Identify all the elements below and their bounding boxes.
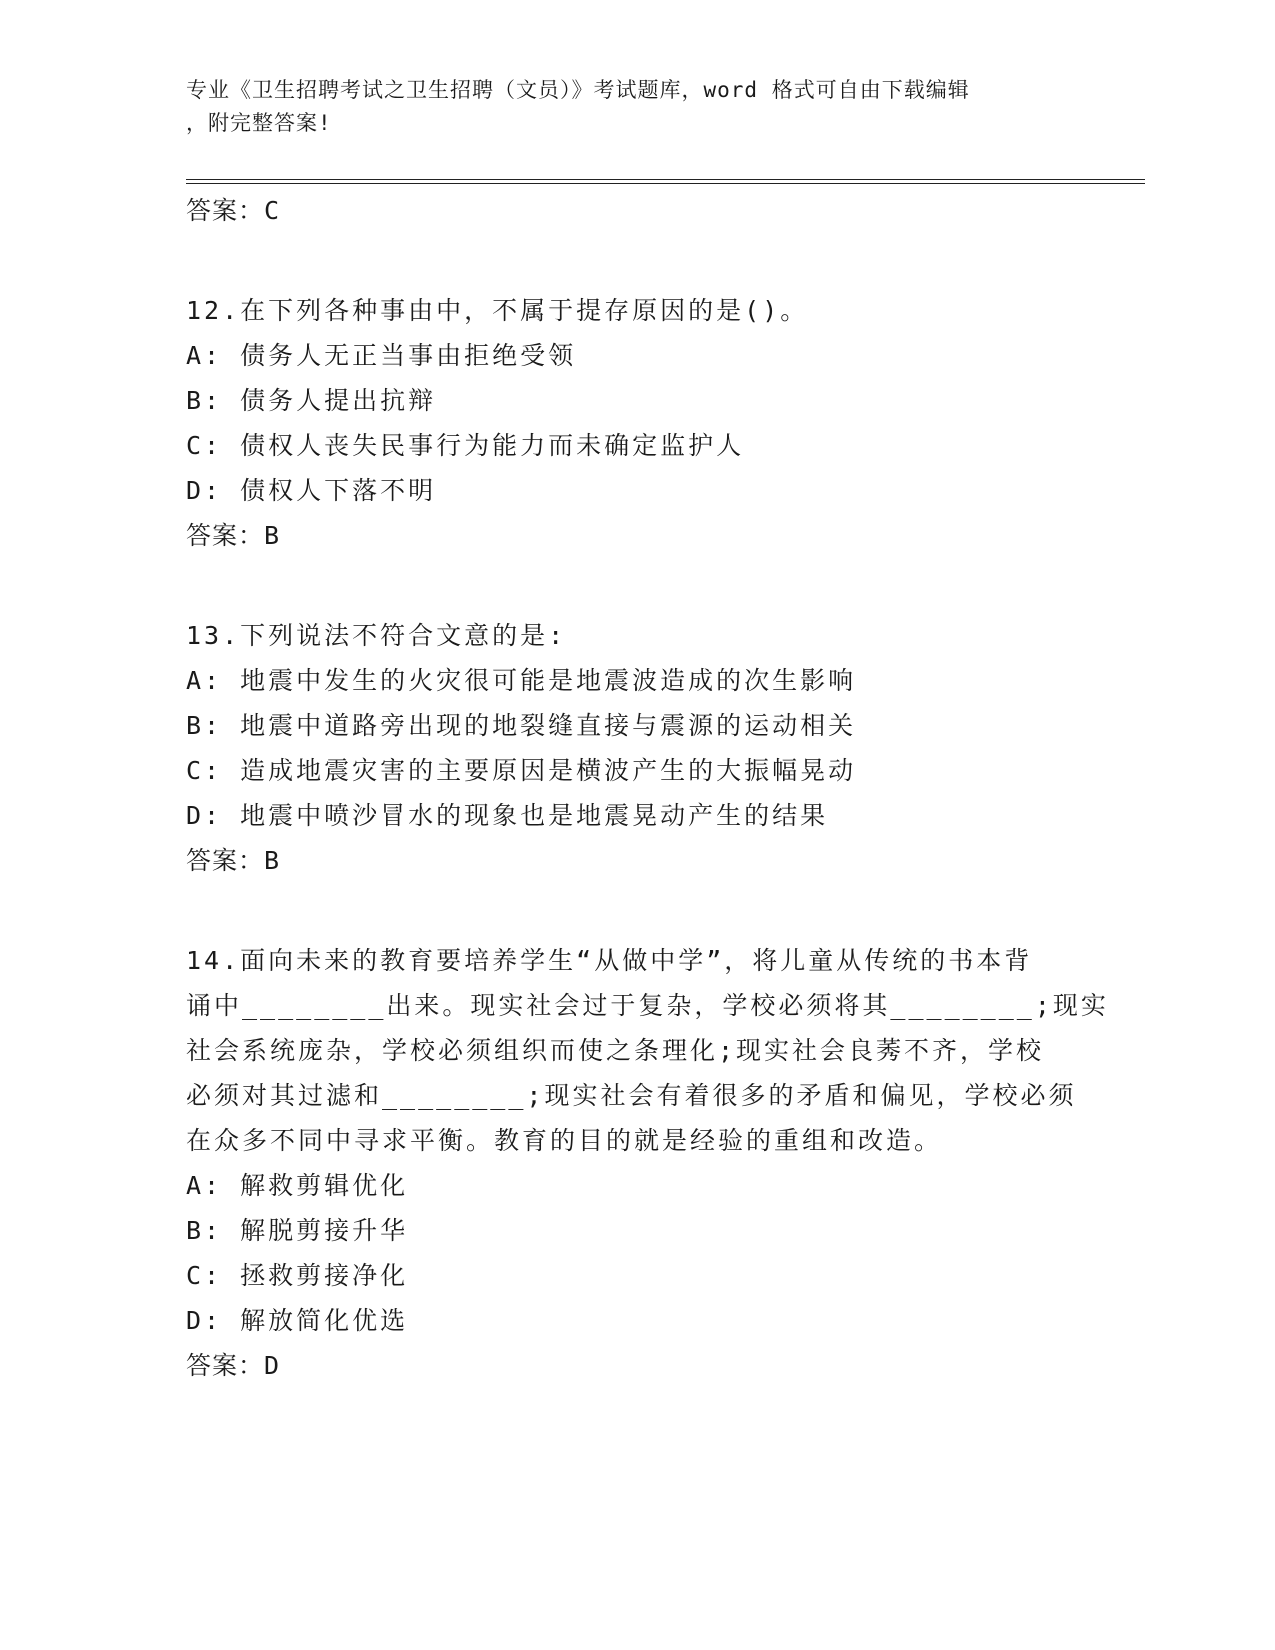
option-a: A: 解救剪辑优化 <box>186 1171 409 1200</box>
option-c: C: 债权人丧失民事行为能力而未确定监护人 <box>186 431 745 460</box>
answer-value: D <box>264 1351 281 1380</box>
question-stem: 在下列各种事由中，不属于提存原因的是()。 <box>240 296 809 325</box>
option-b: B: 地震中道路旁出现的地裂缝直接与震源的运动相关 <box>186 711 857 740</box>
option-d: D: 债权人下落不明 <box>186 476 437 505</box>
question-text-line-1: 14.面向未来的教育要培养学生“从做中学”，将儿童从传统的书本背 <box>186 946 1033 975</box>
previous-answer <box>186 188 1066 233</box>
option-b: B: 解脱剪接升华 <box>186 1216 409 1245</box>
question-14 <box>186 938 1109 1388</box>
document-header <box>186 74 1066 140</box>
option-c: C: 造成地震灾害的主要原因是横波产生的大振幅晃动 <box>186 756 857 785</box>
answer <box>186 838 1066 883</box>
header-divider-top <box>186 179 1145 180</box>
answer-label: 答案： <box>186 521 265 550</box>
option-c: C: 拯救剪接净化 <box>186 1261 409 1290</box>
option-d: D: 解放简化优选 <box>186 1306 409 1335</box>
header-line-1: 专业《卫生招聘考试之卫生招聘（文员）》考试题库，word 格式可自由下载编辑 <box>186 78 970 102</box>
question-number: 12. <box>186 296 241 325</box>
document-body <box>186 188 1109 1388</box>
question-text-line-5: 在众多不同中寻求平衡。教育的目的就是经验的重组和改造。 <box>186 1126 943 1155</box>
answer-value: C <box>264 196 281 225</box>
question-text-line-4: 必须对其过滤和________;现实社会有着很多的矛盾和偏见，学校必须 <box>186 1081 1077 1110</box>
question-text <box>186 288 1066 333</box>
answer-label: 答案： <box>186 1351 265 1380</box>
header-line-2: ，附完整答案! <box>186 111 332 135</box>
answer-label: 答案： <box>186 846 265 875</box>
question-text <box>186 613 1066 658</box>
answer <box>186 513 1066 558</box>
question-number: 13. <box>186 621 241 650</box>
question-12 <box>186 288 1066 558</box>
answer-label: 答案： <box>186 196 265 225</box>
answer <box>186 1343 1066 1388</box>
option-b: B: 债务人提出抗辩 <box>186 386 437 415</box>
question-13 <box>186 613 1066 883</box>
question-stem: 下列说法不符合文意的是: <box>240 621 567 650</box>
header-divider-bottom <box>186 183 1145 184</box>
option-d: D: 地震中喷沙冒水的现象也是地震晃动产生的结果 <box>186 801 829 830</box>
question-text-line-2: 诵中________出来。现实社会过于复杂，学校必须将其________;现实 <box>186 991 1109 1020</box>
answer-value: B <box>264 846 281 875</box>
answer-value: B <box>264 521 281 550</box>
question-text-line-3: 社会系统庞杂，学校必须组织而使之条理化;现实社会良莠不齐，学校 <box>186 1036 1045 1065</box>
option-a: A: 债务人无正当事由拒绝受领 <box>186 341 577 370</box>
option-a: A: 地震中发生的火灾很可能是地震波造成的次生影响 <box>186 666 857 695</box>
